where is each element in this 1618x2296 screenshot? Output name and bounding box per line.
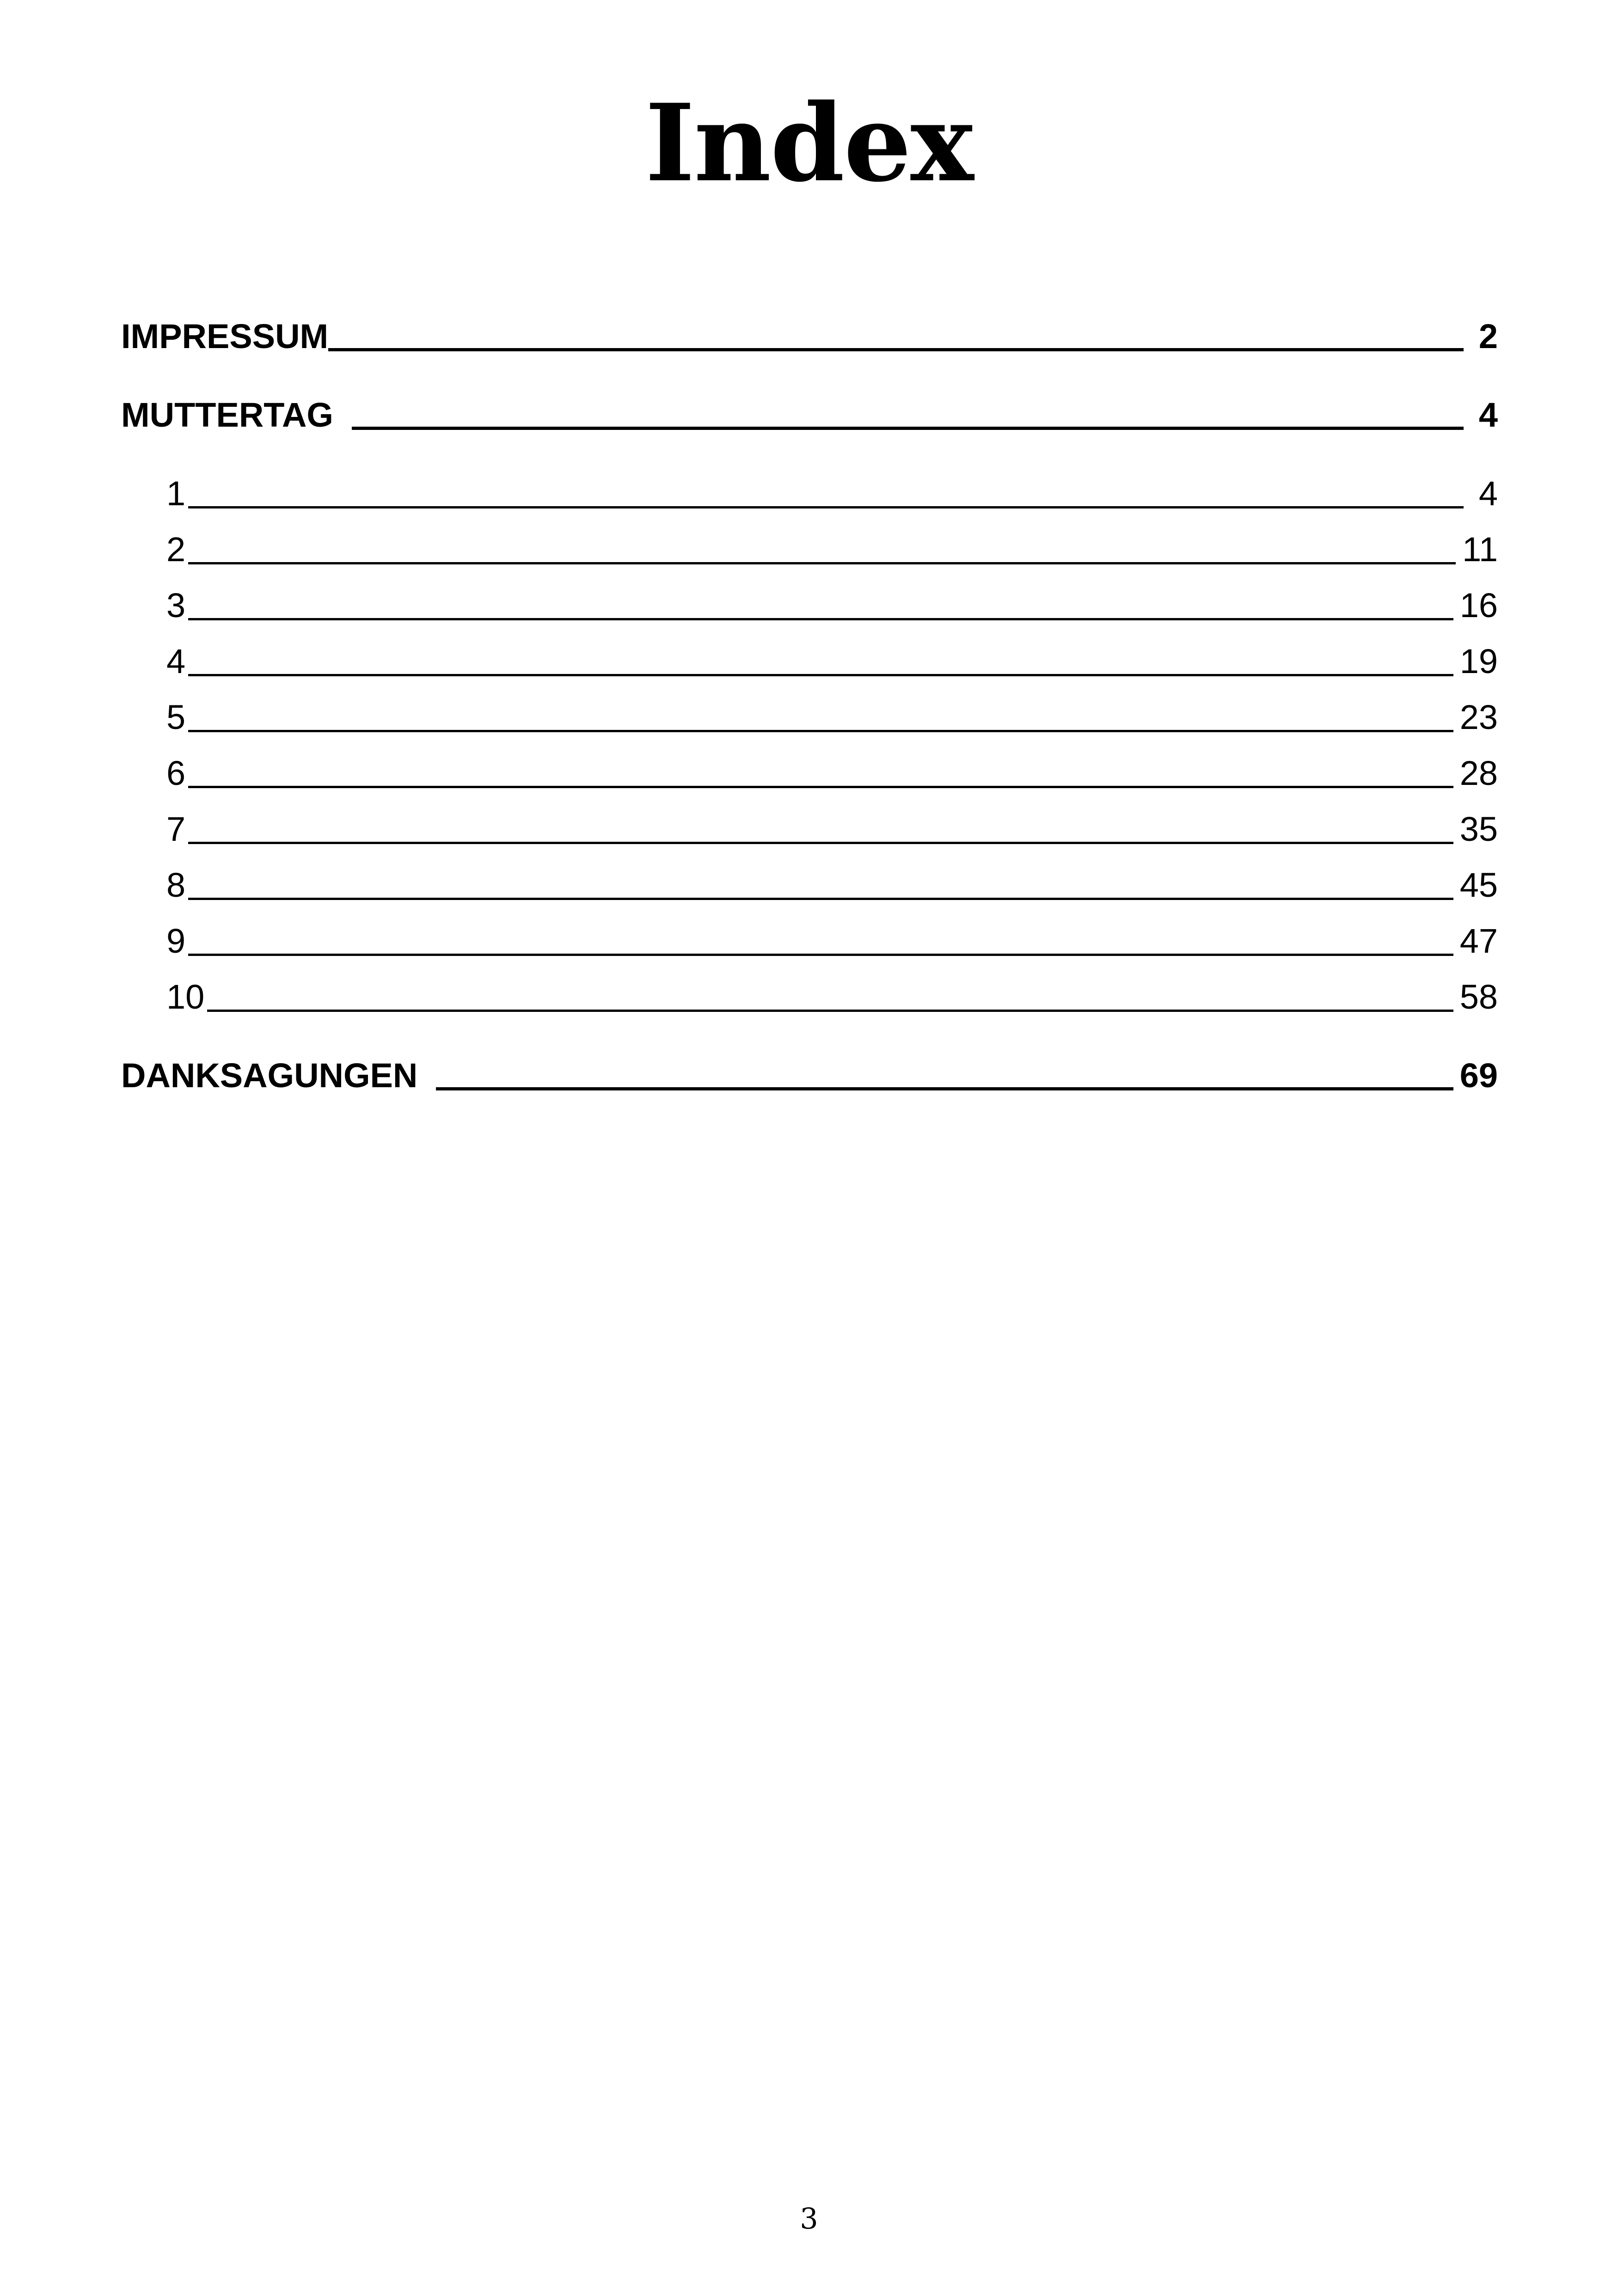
toc-leader-line (328, 348, 1464, 351)
toc-entry-page: 4 (1478, 396, 1498, 434)
toc-entry-impressum[interactable] (121, 314, 1498, 359)
toc-entry-label: MUTTERTAG (121, 396, 333, 434)
toc-entry-page: 45 (1459, 866, 1498, 904)
toc-entry-label: IMPRESSUM (121, 317, 329, 355)
toc-leader-line (188, 506, 1464, 508)
toc-entry-label: 3 (166, 586, 186, 625)
toc-entry-danksagungen[interactable] (121, 1053, 1498, 1098)
toc-entry-page: 2 (1478, 317, 1498, 355)
toc-entry-page: 16 (1459, 586, 1498, 625)
toc-entry-muttertag[interactable] (121, 393, 1498, 437)
toc-entry-page: 35 (1459, 810, 1498, 848)
toc-leader-line (188, 842, 1453, 844)
toc-entry-chapter-5[interactable] (166, 695, 1498, 740)
toc-entry-page: 69 (1459, 1056, 1498, 1095)
toc-entry-label: 2 (166, 530, 186, 569)
toc-entry-chapter-9[interactable] (166, 919, 1498, 963)
toc-entry-label: 7 (166, 810, 186, 848)
toc-entry-page: 58 (1459, 978, 1498, 1016)
toc-entry-chapter-3[interactable] (166, 583, 1498, 628)
toc-entry-label: 10 (166, 978, 205, 1016)
toc-entry-page: 23 (1459, 698, 1498, 736)
toc-leader-line (188, 786, 1453, 788)
toc-leader-line (352, 427, 1464, 430)
toc-leader-line (188, 618, 1453, 620)
toc-entry-chapter-1[interactable] (166, 471, 1498, 516)
toc-entry-page: 11 (1462, 530, 1498, 569)
toc-entry-chapter-8[interactable] (166, 863, 1498, 907)
toc-leader-line (188, 898, 1453, 900)
toc-entry-label: 5 (166, 698, 186, 736)
page-title: Index (645, 81, 973, 206)
toc-leader-line (188, 730, 1453, 732)
toc-entry-chapter-6[interactable] (166, 751, 1498, 796)
toc-entry-chapter-10[interactable] (166, 975, 1498, 1019)
toc-entry-chapter-4[interactable] (166, 639, 1498, 684)
toc-leader-line (188, 954, 1453, 956)
toc-entry-page: 19 (1459, 642, 1498, 680)
page-number: 3 (800, 2202, 818, 2235)
toc-leader-line (188, 674, 1453, 676)
toc-entry-label: 9 (166, 922, 186, 960)
toc-entry-label: 8 (166, 866, 186, 904)
toc-leader-line (207, 1010, 1453, 1012)
toc-entry-chapter-2[interactable] (166, 527, 1498, 572)
toc-entry-chapter-7[interactable] (166, 807, 1498, 851)
toc-entry-page: 28 (1459, 754, 1498, 792)
toc-entry-page: 47 (1459, 922, 1498, 960)
toc-leader-line (188, 562, 1456, 564)
toc-entry-label: 6 (166, 754, 186, 792)
toc-entry-label: 4 (166, 642, 186, 680)
toc-entry-label: 1 (166, 474, 186, 513)
toc-leader-line (436, 1087, 1453, 1090)
toc-entry-label: DANKSAGUNGEN (121, 1056, 418, 1095)
toc-entry-page: 4 (1478, 474, 1498, 513)
